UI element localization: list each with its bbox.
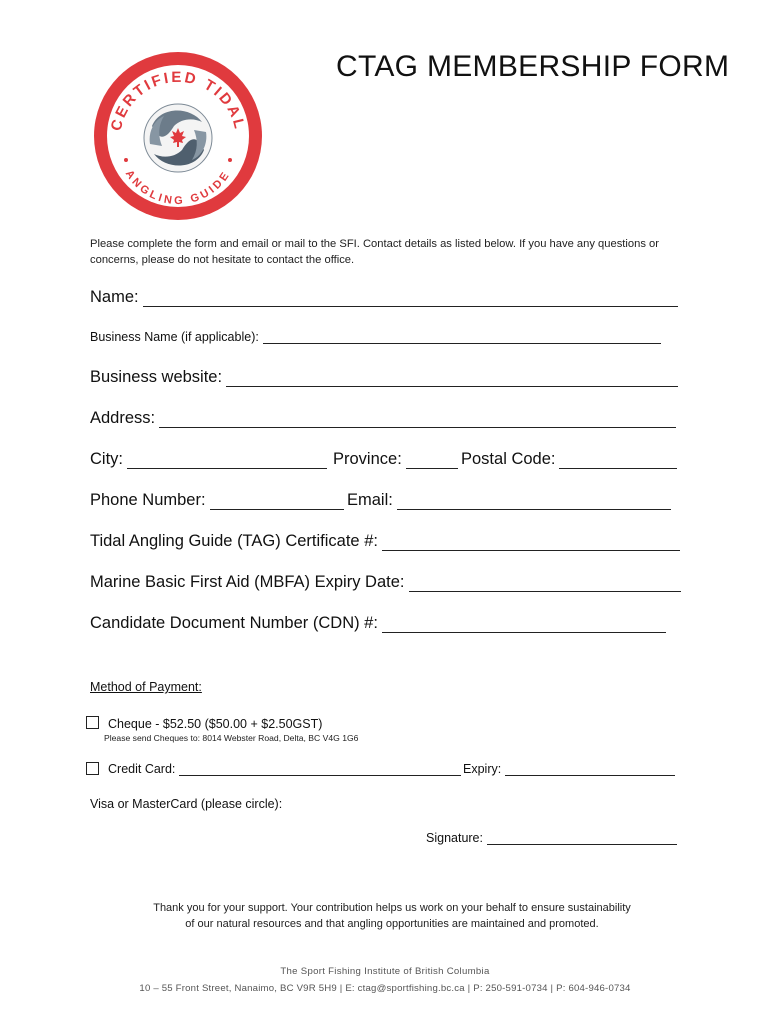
postal-code-line[interactable] [559,453,677,469]
ctag-logo [90,48,266,224]
email-label: Email: [347,491,393,509]
cdn-field[interactable] [90,614,666,633]
tag-certificate-line[interactable] [382,535,680,551]
email-field[interactable] [347,491,671,510]
signature-label: Signature: [426,831,483,845]
contact-details: 10 – 55 Front Street, Nanaimo, BC V9R 5H9 | E: ctag@sportfishing.bc.ca | P: 250-591-0734 | P: 604-946-0734 [139,983,631,994]
mbfa-expiry-field[interactable] [90,573,681,592]
postal-code-field[interactable] [461,450,677,469]
address-line[interactable] [159,412,676,428]
payment-heading: Method of Payment: [90,680,202,694]
signature-field[interactable] [426,831,677,845]
city-line[interactable] [127,453,327,469]
two-fish-maple-leaf-icon [144,104,212,172]
business-website-label: Business website: [90,368,223,386]
postal-code-label: Postal Code: [461,450,556,468]
thank-you-message: Thank you for your support. Your contribution helps us work on your behalf to ensure sustainability of our natural resources and that angling opportunities are maintained and promoted. [153,902,631,930]
intro-text: Please complete the form and email or mail to the SFI. Contact details as listed below. If you have any questions or concerns, please do not hesitate to contact the office. [90,238,659,266]
credit-card-checkbox[interactable] [86,762,99,775]
province-line[interactable] [406,453,458,469]
province-field[interactable] [333,450,458,469]
phone-line[interactable] [210,494,344,510]
cheque-option[interactable] [86,715,322,731]
expiry-line[interactable] [505,764,675,776]
business-website-line[interactable] [226,371,678,387]
expiry-label: Expiry: [463,762,502,776]
cheque-note: Please send Cheques to: 8014 Webster Road, Delta, BC V4G 1G6 [104,733,359,743]
credit-card-line[interactable] [179,764,461,776]
cdn-label: Candidate Document Number (CDN) #: [90,614,378,632]
business-name-line[interactable] [263,332,661,344]
card-type-prompt: Visa or MasterCard (please circle): [90,797,283,811]
city-field[interactable] [90,450,327,469]
logo-ring-bottom-text: ANGLING GUIDE [122,168,234,208]
business-website-field[interactable] [90,368,678,387]
city-label: City: [90,450,123,468]
email-line[interactable] [397,494,671,510]
address-label: Address: [90,409,156,427]
expiry-field[interactable] [463,762,675,776]
name-label: Name: [90,288,139,306]
signature-line[interactable] [487,833,677,845]
name-field[interactable] [90,288,678,307]
business-name-field[interactable] [90,330,661,344]
name-line[interactable] [143,291,678,307]
logo-ring-top-text: CERTIFIED TIDAL [107,68,249,133]
tag-certificate-label: Tidal Angling Guide (TAG) Certificate #: [90,532,378,550]
phone-field[interactable] [90,491,344,510]
cheque-checkbox[interactable] [86,716,99,729]
business-name-label: Business Name (if applicable): [90,330,259,344]
page-title: CTAG MEMBERSHIP FORM [336,50,730,83]
cdn-line[interactable] [382,617,666,633]
organization-name: The Sport Fishing Institute of British Columbia [280,966,490,977]
credit-card-field[interactable] [86,762,461,776]
cheque-label: Cheque - $52.50 ($50.00 + $2.50GST) [108,717,323,731]
address-field[interactable] [90,409,676,428]
mbfa-expiry-line[interactable] [409,576,681,592]
credit-card-label: Credit Card: [108,762,176,776]
tag-certificate-field[interactable] [90,532,680,551]
phone-label: Phone Number: [90,491,206,509]
mbfa-expiry-label: Marine Basic First Aid (MBFA) Expiry Date: [90,573,405,591]
province-label: Province: [333,450,402,468]
